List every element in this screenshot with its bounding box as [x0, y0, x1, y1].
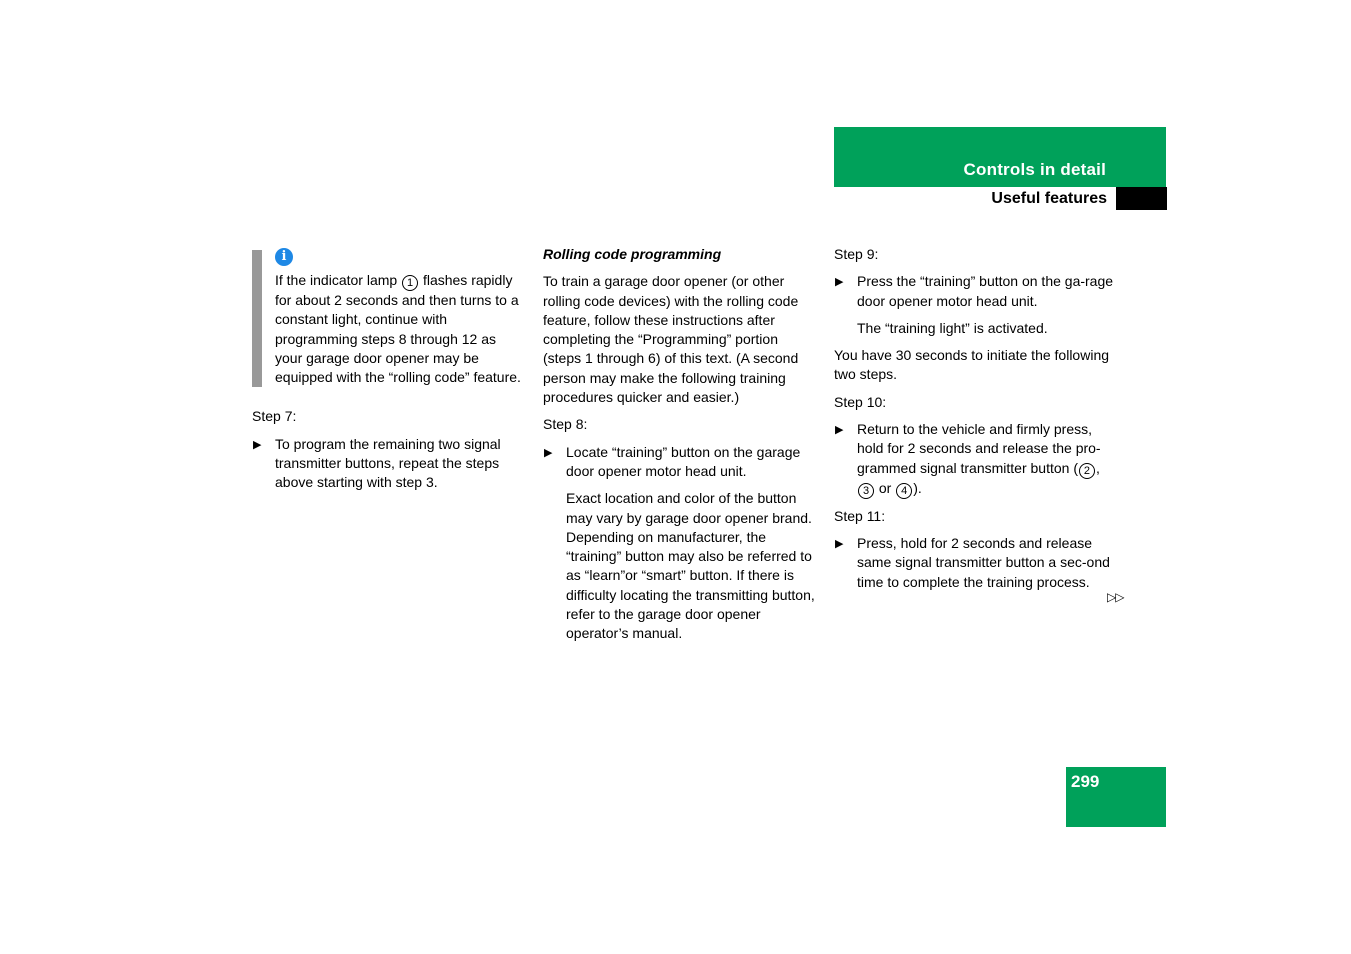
bullet-arrow-icon: ▶	[253, 438, 262, 451]
column-3	[834, 245, 1114, 600]
bullet-arrow-icon: ▶	[835, 276, 844, 289]
step-11-instruction: ▶ Press, hold for 2 seconds and release same signal transmitter button a sec-ond time to complete the training process.	[835, 534, 1110, 590]
info-note	[252, 245, 527, 387]
button-number-4: 4	[896, 483, 912, 499]
note-text: If the indicator lamp 1 flashes rapidly for about 2 seconds and then turns to a constant light, continue with programming steps 8 through 12 as your garage door opener may be equipped with the “rolling code” feature.	[275, 272, 521, 386]
indicator-lamp-number: 1	[402, 275, 418, 291]
info-icon: i	[275, 248, 293, 266]
step-9-instruction: ▶ Press the “training” button on the ga-rage door opener motor head unit.	[835, 273, 1114, 309]
step-8-note: Exact location and color of the button may vary by garage door opener brand. Depending on manufacturer, the “training” button may also be referred to as “learn”or “smart” button. If there is difficulty locating the transmitting button, refer to the garage door opener operator’s manual.	[566, 490, 815, 642]
bullet-arrow-icon: ▶	[835, 424, 844, 437]
column-2	[543, 245, 818, 652]
page-number-box	[1066, 767, 1166, 827]
section-title: Controls in detail	[963, 160, 1106, 179]
step-9-label: Step 9:	[834, 246, 879, 262]
step-11-label: Step 11:	[834, 507, 886, 524]
subsection-title: Useful features	[991, 190, 1107, 207]
step-7-instruction: ▶ To program the remaining two signal transmitter buttons, repeat the steps above starting with step 3.	[253, 435, 501, 491]
page-number: 299	[1071, 772, 1100, 791]
step-10-instruction: ▶ Return to the vehicle and firmly press, hold for 2 seconds and release the pro-grammed signal transmitter button ( 2 , 3 or 4 ).	[835, 421, 1101, 497]
rolling-code-heading: Rolling code programming	[543, 246, 722, 262]
step-8-instruction: ▶ Locate “training” button on the garage door opener motor head unit.	[544, 443, 801, 479]
step-9-note: The “training light” is activated.	[857, 319, 1048, 336]
rolling-code-intro: To train a garage door opener (or other rolling code devices) with the rolling code feature, follow these instructions after completing the “Programming” portion (steps 1 through 6) of this text. (A second person may make the following training procedures quicker and easier.)	[543, 273, 799, 406]
bullet-arrow-icon: ▶	[544, 446, 553, 459]
step-10-label: Step 10:	[834, 393, 887, 410]
bullet-arrow-icon: ▶	[835, 537, 844, 550]
thirty-seconds-note: You have 30 seconds to initiate the following two steps.	[834, 347, 1110, 383]
step-7-label: Step 7:	[252, 408, 297, 425]
chapter-header-bar	[834, 127, 1166, 187]
column-1	[252, 245, 527, 501]
step-8-label: Step 8:	[543, 416, 588, 433]
note-sidebar	[252, 250, 262, 387]
button-number-2: 2	[1079, 463, 1095, 479]
button-number-3: 3	[858, 483, 874, 499]
continued-arrows-icon: ▷▷	[1107, 590, 1124, 604]
subsection-marker	[1116, 187, 1167, 210]
